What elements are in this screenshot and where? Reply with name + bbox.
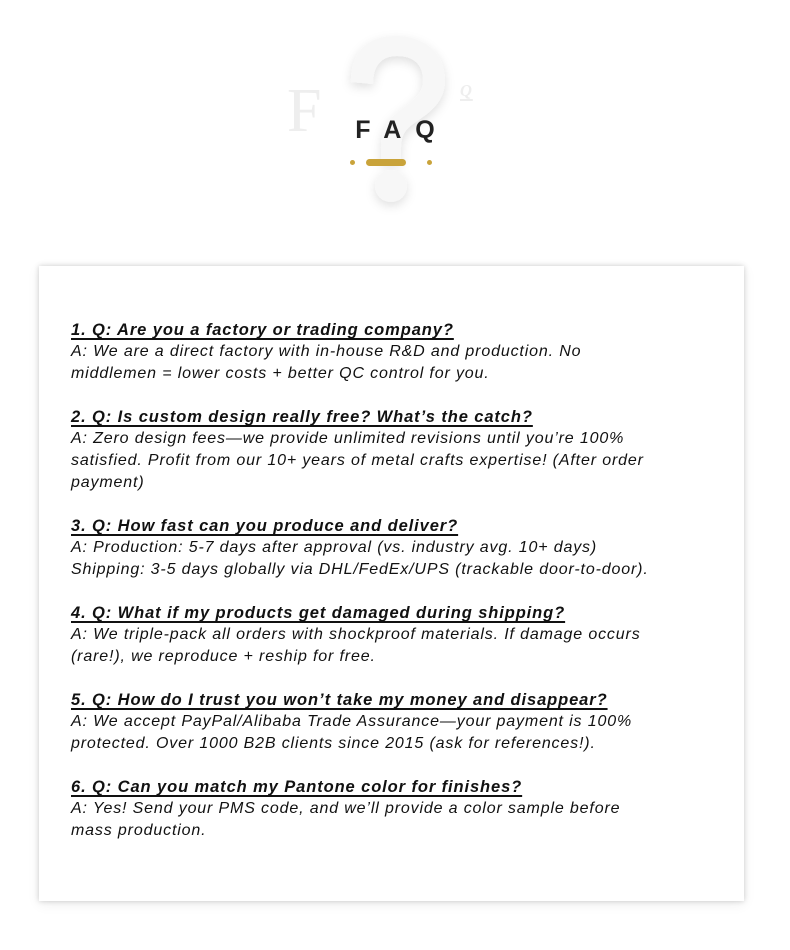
faq-item (71, 515, 731, 581)
page-title: FAQ (355, 116, 449, 144)
faq-answer: A: Production: 5-7 days after approval (vs. industry avg. 10+ days) Shipping: 3-5 days globally via DHL/FedEx/UPS (trackable door-to-door). (71, 539, 649, 578)
faq-item (71, 319, 731, 385)
faq-answer: A: Zero design fees—we provide unlimited revisions until you’re 100% satisfied. Profit from our 10+ years of metal crafts expertise! (After order payment) (71, 430, 644, 491)
faq-list (71, 319, 731, 863)
faq-answer: A: We are a direct factory with in-house R&D and production. No middlemen = lower costs + better QC control for you. (71, 343, 582, 382)
question-mark-watermark-icon (323, 0, 473, 230)
faq-question: 6. Q: Can you match my Pantone color for finishes? (71, 778, 523, 796)
divider-bar (366, 159, 406, 166)
divider-dot-right (427, 160, 432, 165)
faq-answer: A: We triple-pack all orders with shockproof materials. If damage occurs (rare!), we reproduce + reship for free. (71, 626, 641, 665)
faq-question: 1. Q: Are you a factory or trading company? (71, 321, 454, 339)
faq-answer: A: Yes! Send your PMS code, and we’ll provide a color sample before mass production. (71, 800, 621, 839)
title-divider (0, 158, 790, 168)
faq-header (0, 0, 790, 240)
faq-question: 5. Q: How do I trust you won’t take my money and disappear? (71, 691, 608, 709)
faq-item (71, 406, 731, 494)
faq-answer: A: We accept PayPal/Alibaba Trade Assurance—your payment is 100% protected. Over 1000 B2B clients since 2015 (ask for references!). (71, 713, 633, 752)
faq-question: 4. Q: What if my products get damaged during shipping? (71, 604, 566, 622)
faq-question: 3. Q: How fast can you produce and deliver? (71, 517, 459, 535)
divider-dot-left (350, 160, 355, 165)
faq-item (71, 776, 731, 842)
faq-question: 2. Q: Is custom design really free? What’s the catch? (71, 408, 533, 426)
faq-card (39, 266, 744, 901)
watermark-letter-q: Q (460, 81, 473, 100)
faq-item (71, 602, 731, 668)
faq-item (71, 689, 731, 755)
watermark-letter-f: F (287, 77, 322, 145)
